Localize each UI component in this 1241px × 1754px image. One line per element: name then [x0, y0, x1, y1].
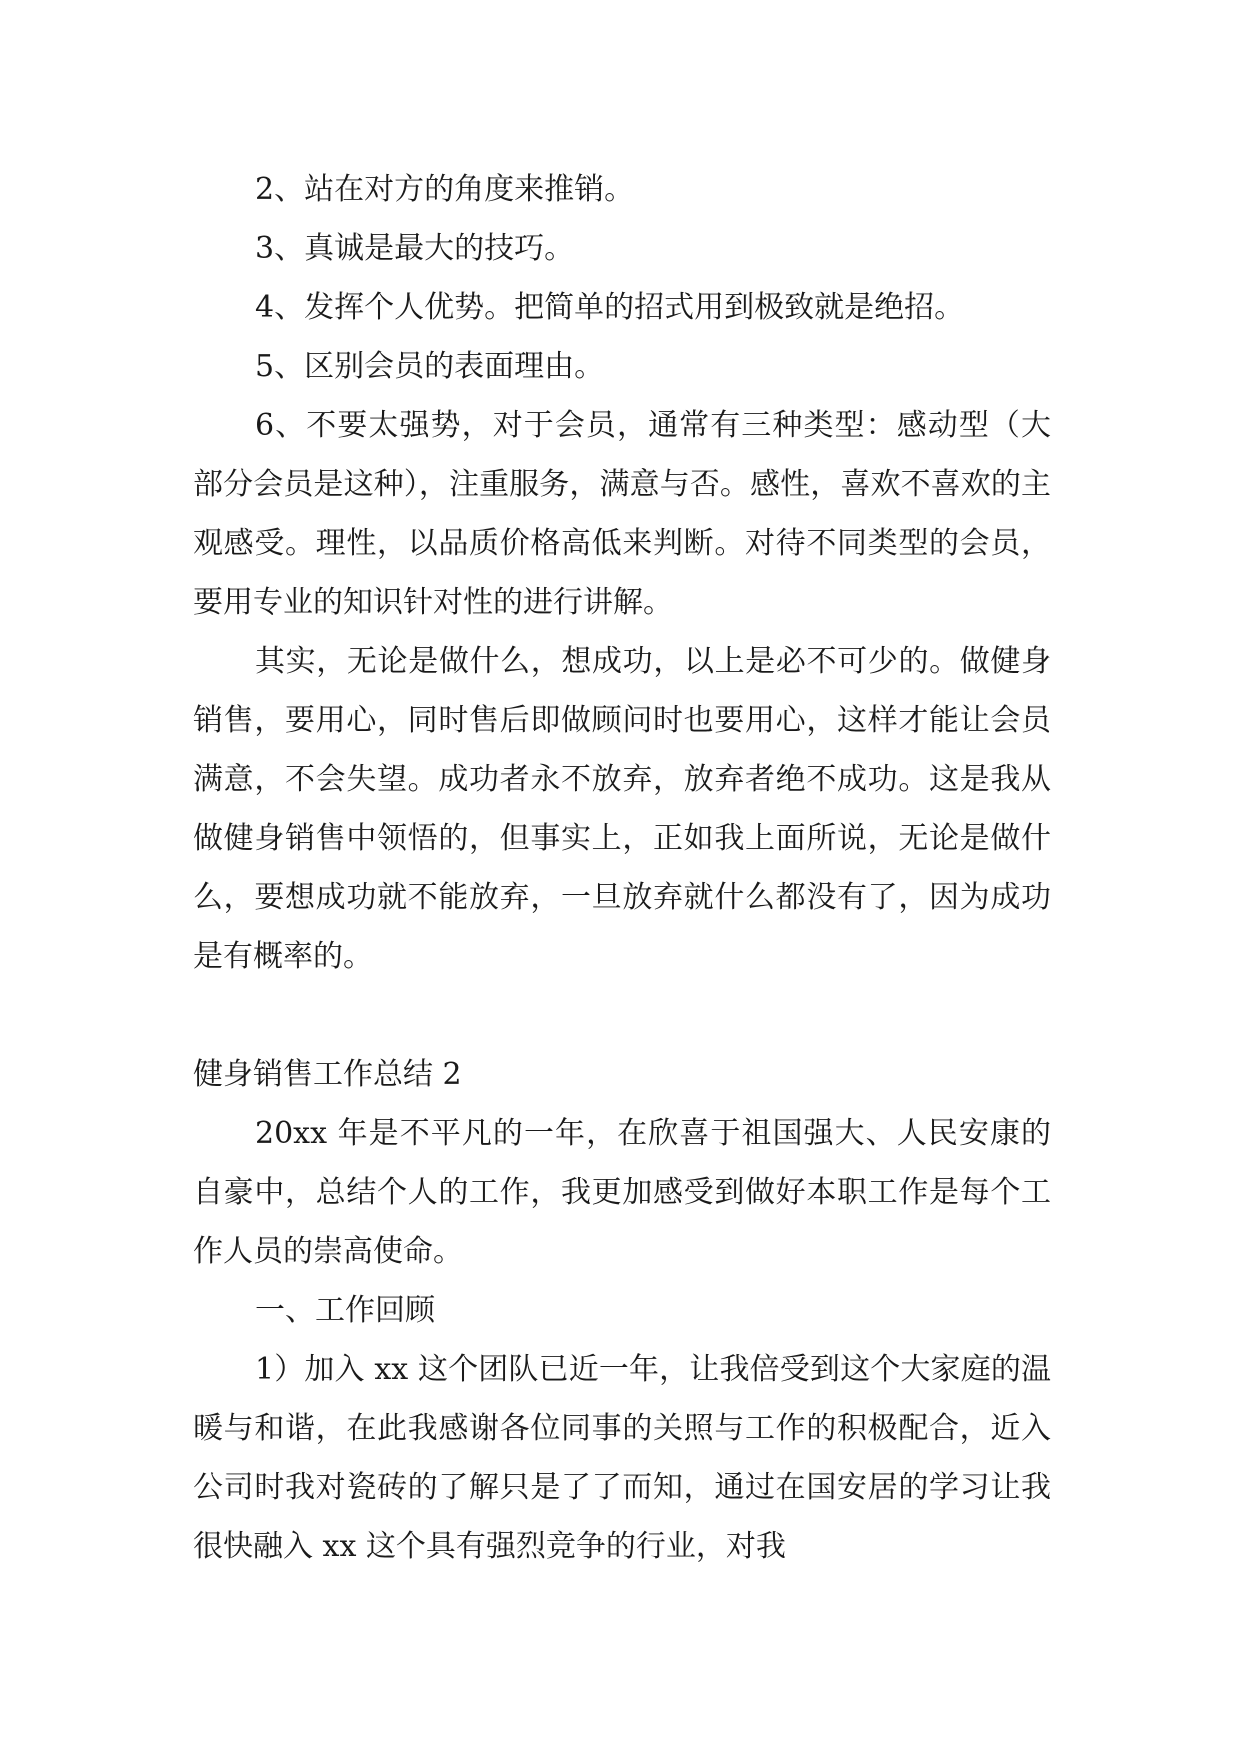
paragraph-tip-2: 2、站在对方的角度来推销。 — [255, 172, 635, 207]
subheading-work-review: 一、工作回顾 — [255, 1293, 435, 1328]
paragraph-conclusion: 其实，无论是做什么，想成功，以上是必不可少的。做健身销售，要用心，同时售后即做顾问时也要用心，这样才能让会员满意，不会失望。成功者永不放弃，放弃者绝不成功。这是我从做健身销售中领悟的，但事实上，正如我上面所说，无论是做什么，要想成功就不能放弃，一旦放弃就什么都没有了，因为成功是有概率的。 — [193, 644, 1051, 974]
paragraph-tip-5: 5、区别会员的表面理由。 — [255, 349, 605, 384]
paragraph-item-1: 1）加入 xx 这个团队已近一年，让我倍受到这个大家庭的温暖与和谐，在此我感谢各位同事的关照与工作的积极配合，近入公司时我对瓷砖的了解只是了了而知，通过在国安居的学习让我很快融入 xx 这个具有强烈竞争的行业，对我 — [193, 1352, 1051, 1564]
paragraph-intro: 20xx 年是不平凡的一年，在欣喜于祖国强大、人民安康的自豪中，总结个人的工作，我更加感受到做好本职工作是每个工作人员的崇高使命。 — [193, 1116, 1051, 1269]
paragraph-tip-4: 4、发挥个人优势。把简单的招式用到极致就是绝招。 — [255, 290, 965, 325]
section-title: 健身销售工作总结 2 — [193, 1057, 462, 1092]
document-body — [193, 160, 1051, 1576]
paragraph-tip-6: 6、不要太强势，对于会员，通常有三种类型：感动型（大部分会员是这种），注重服务，满意与否。感性，喜欢不喜欢的主观感受。理性，以品质价格高低来判断。对待不同类型的会员，要用专业的知识针对性的进行讲解。 — [193, 408, 1051, 620]
paragraph-tip-3: 3、真诚是最大的技巧。 — [255, 231, 575, 266]
